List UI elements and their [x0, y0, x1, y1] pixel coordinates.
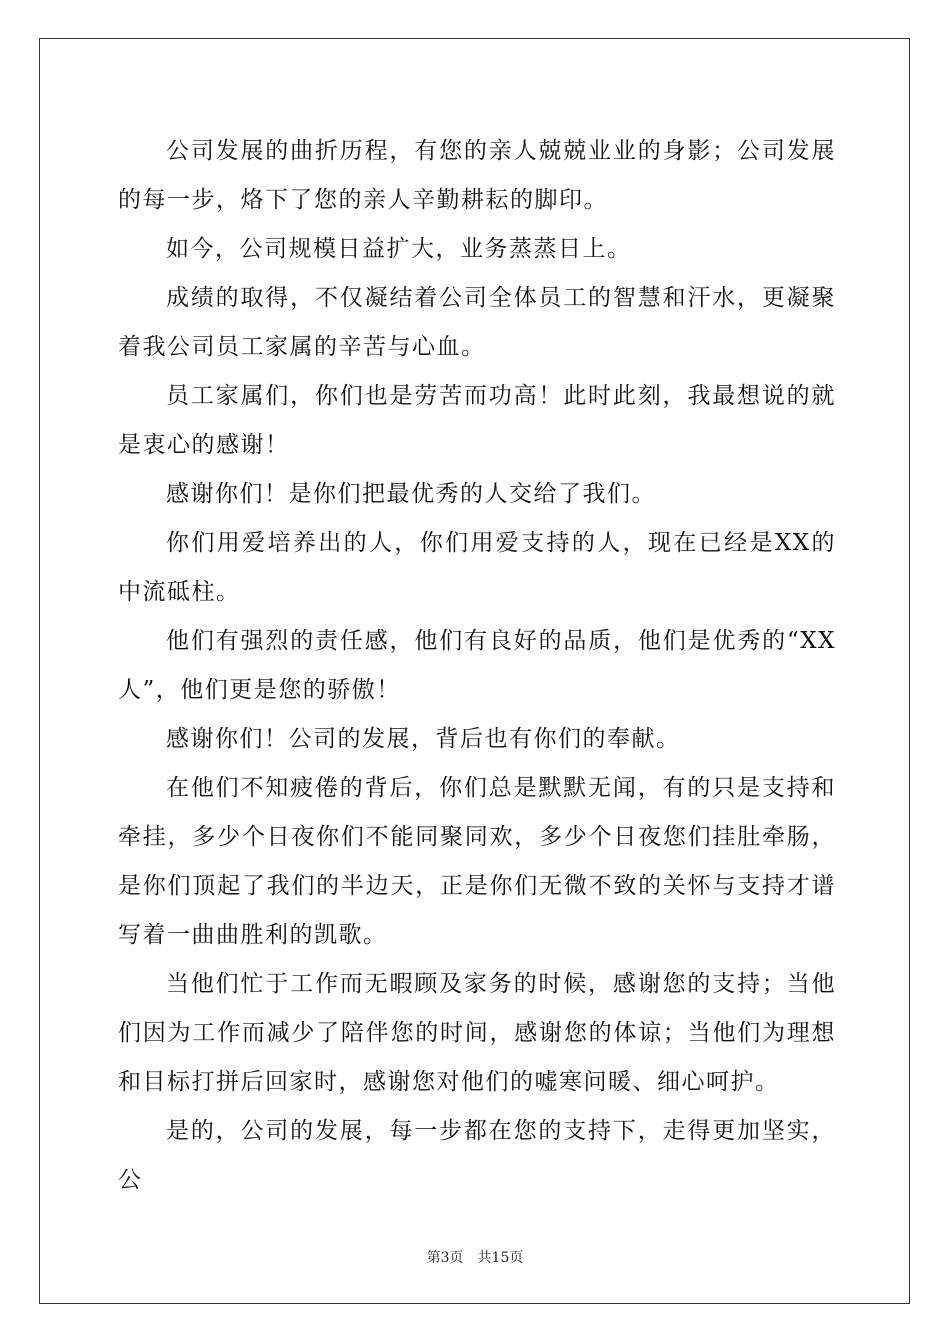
paragraph: 感谢你们！是你们把最优秀的人交给了我们。 — [166, 481, 656, 507]
paragraph: 感谢你们！公司的发展，背后也有你们的奉献。 — [166, 726, 681, 752]
paragraph: 他们有强烈的责任感，他们有良好的品质，他们是优秀的“XX人”，他们更是您的骄傲！ — [118, 628, 836, 703]
paragraph: 如今，公司规模日益扩大，业务蒸蒸日上。 — [166, 236, 632, 262]
paragraph: 员工家属们，你们也是劳苦而功高！此时此刻，我最想说的就是衷心的感谢！ — [118, 383, 836, 458]
paragraph: 当他们忙于工作而无暇顾及家务的时候，感谢您的支持；当他们因为工作而减少了陪伴您的时间，感谢您的体谅；当他们为理想和目标打拼后回家时，感谢您对他们的嘘寒问暖、细心呵护。 — [118, 971, 836, 1095]
paragraph: 你们用爱培养出的人，你们用爱支持的人，现在已经是XX的中流砥柱。 — [118, 530, 836, 605]
page-number-footer: 第3页 共15页 — [426, 1250, 524, 1266]
paragraph: 公司发展的曲折历程，有您的亲人兢兢业业的身影；公司发展的每一步，烙下了您的亲人辛勤耕耘的脚印。 — [118, 138, 836, 213]
paragraph: 是的，公司的发展，每一步都在您的支持下，走得更加坚实，公 — [118, 1118, 836, 1193]
paragraph: 在他们不知疲倦的背后，你们总是默默无闻，有的只是支持和牵挂，多少个日夜你们不能同聚同欢，多少个日夜您们挂肚牵肠，是你们顶起了我们的半边天，正是你们无微不致的关怀与支持才谱写着一曲曲胜利的凯歌。 — [118, 775, 836, 948]
paragraph: 成绩的取得，不仅凝结着公司全体员工的智慧和汗水，更凝聚着我公司员工家属的辛苦与心血。 — [118, 285, 836, 360]
document-body — [118, 127, 836, 1205]
